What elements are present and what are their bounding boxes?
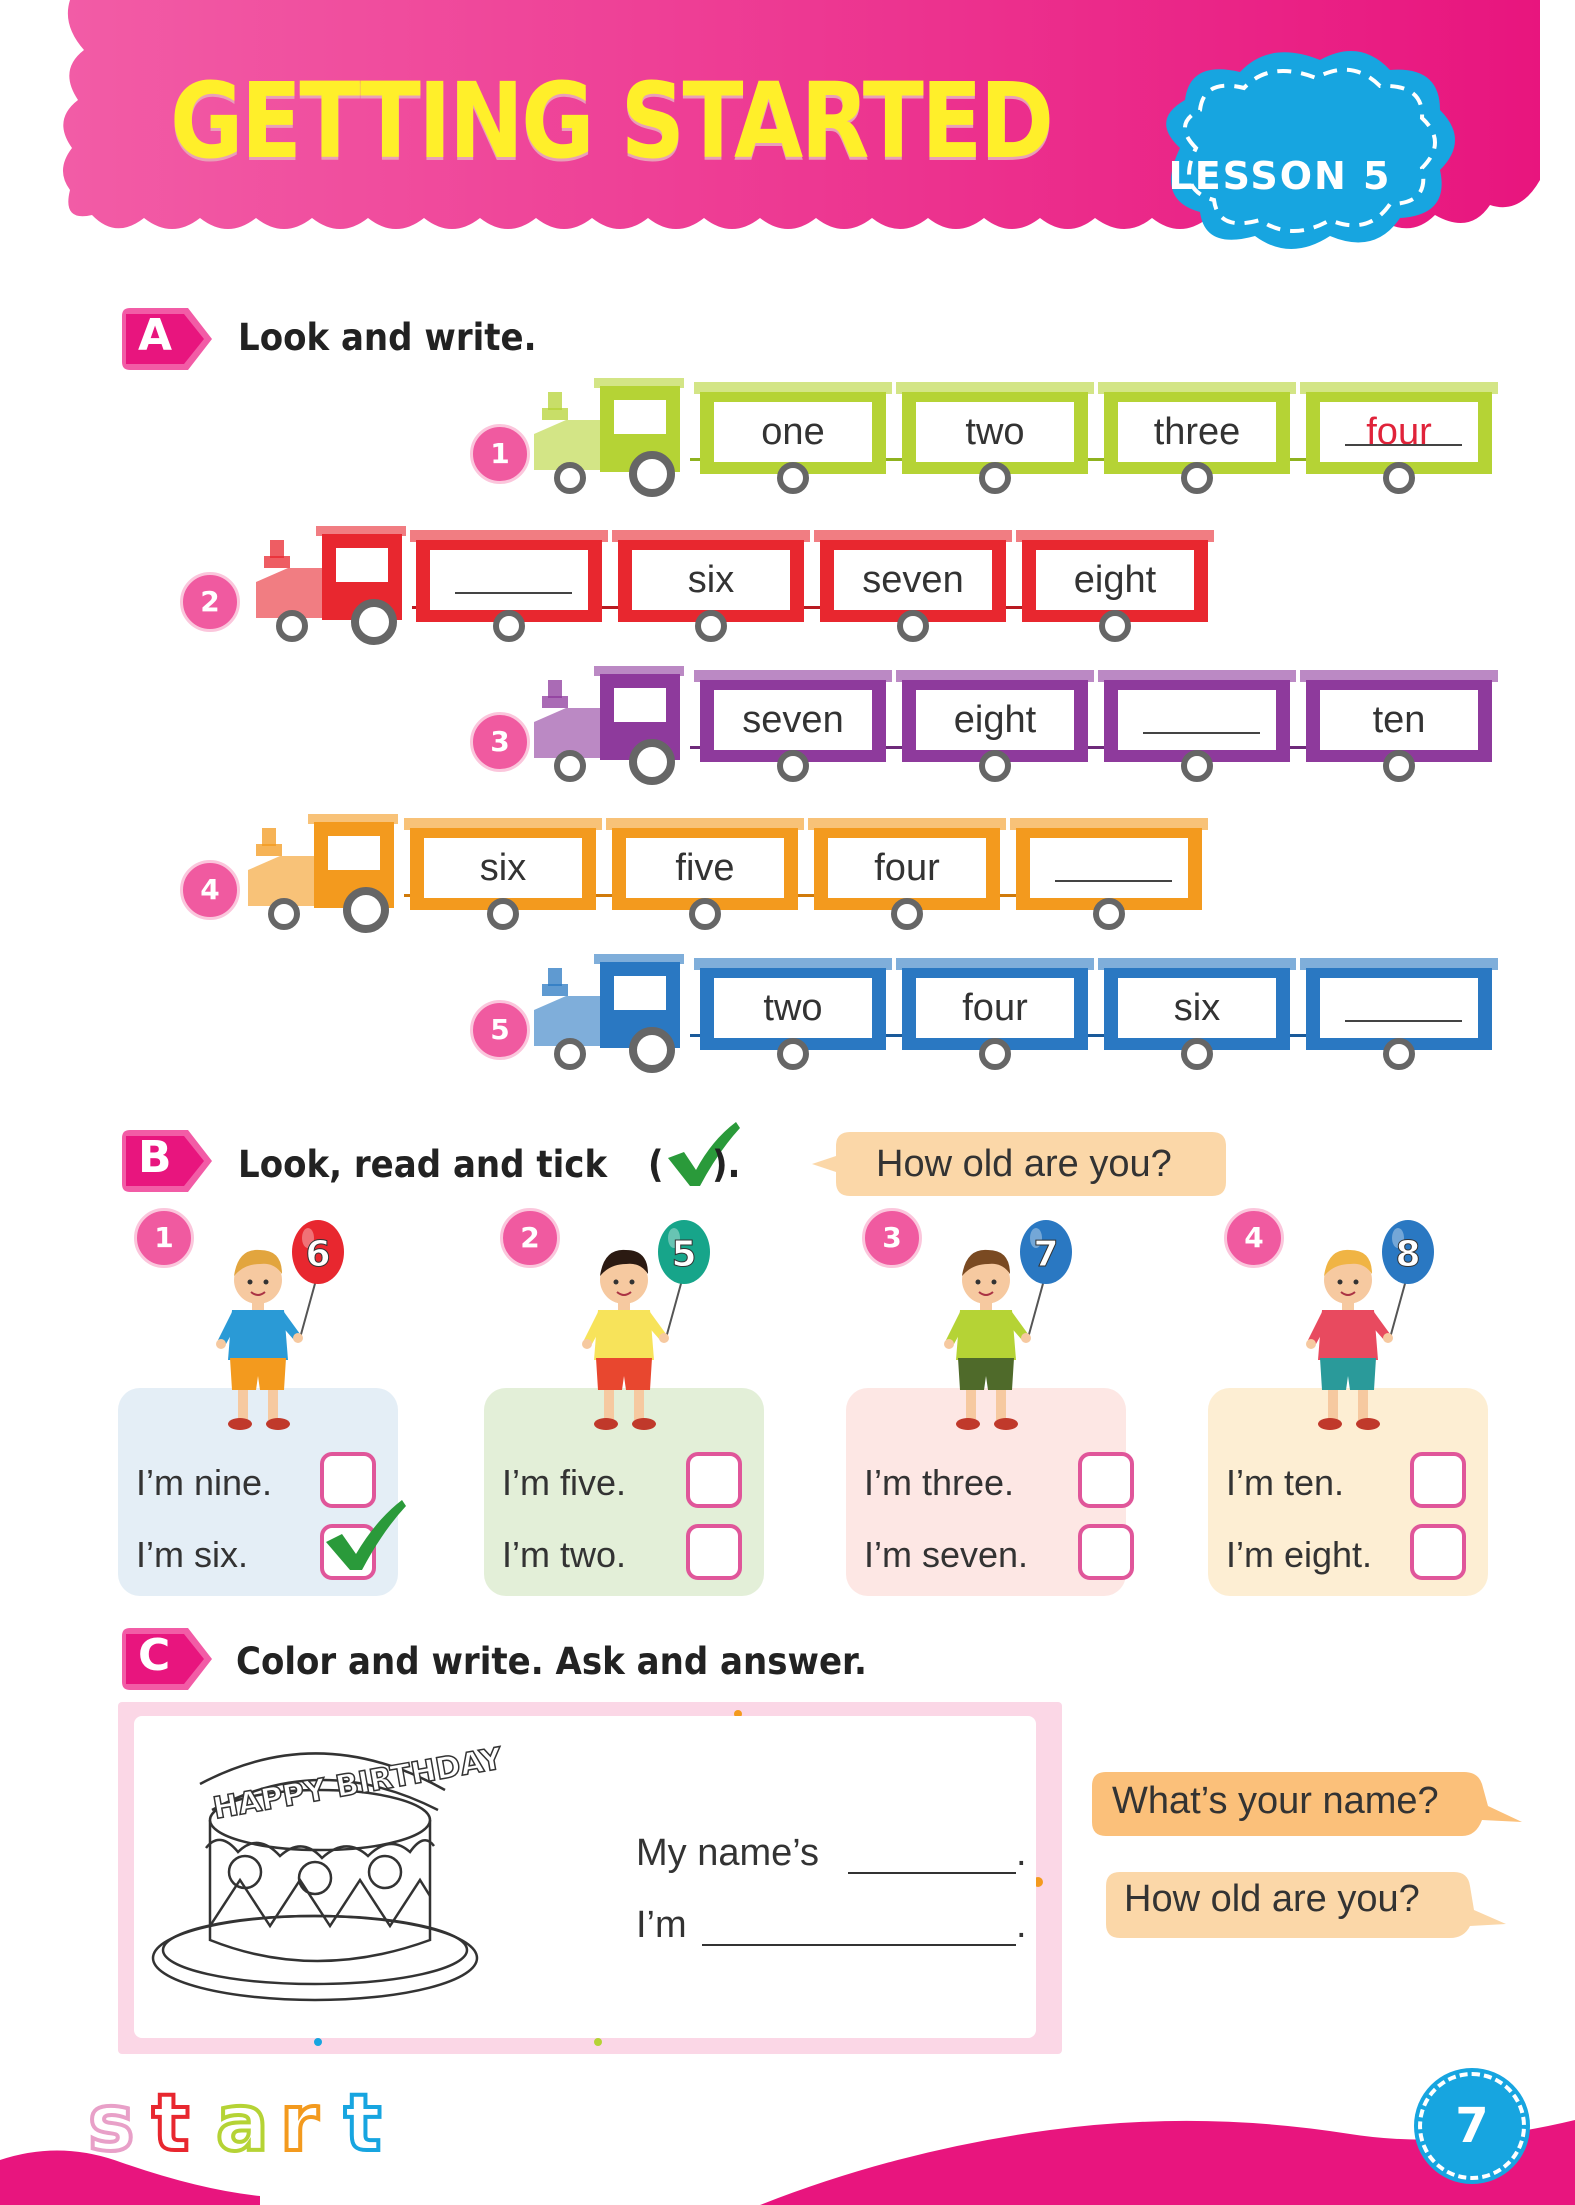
car-wheel — [979, 1038, 1011, 1070]
car-label-text: two — [763, 987, 823, 1029]
car-wheel — [1181, 462, 1213, 494]
car-number-word — [714, 978, 872, 1038]
age-option-text: I’m seven. — [864, 1534, 1029, 1575]
car-label-text: six — [479, 847, 527, 889]
car-label-text: seven — [862, 559, 964, 601]
train-number: 4 — [180, 860, 240, 920]
age-end-mark: . — [1016, 1904, 1027, 1946]
car-label-text: one — [761, 411, 825, 453]
child-with-balloon-illustration — [916, 1210, 1096, 1440]
car-number-word — [424, 838, 582, 898]
car-label-text: four — [962, 987, 1028, 1029]
car-label-text: three — [1153, 411, 1241, 453]
car-number-word — [714, 402, 872, 462]
tick-checkbox[interactable] — [1410, 1524, 1466, 1580]
car-wheel — [897, 610, 929, 642]
car-coupling — [690, 458, 700, 461]
car-wheel — [777, 462, 809, 494]
car-number-word — [916, 978, 1074, 1038]
child-with-balloon-illustration — [554, 1210, 734, 1440]
car-number-word — [1320, 402, 1478, 462]
item-number: 4 — [1224, 1208, 1284, 1268]
car-number-word — [916, 402, 1074, 462]
car-wheel — [777, 750, 809, 782]
car-number-word — [1036, 550, 1194, 610]
blank-answer-field[interactable] — [430, 550, 588, 610]
car-wheel — [1383, 1038, 1415, 1070]
start-letter: t — [152, 2080, 190, 2169]
train-number: 3 — [470, 712, 530, 772]
car-label-text: five — [675, 847, 735, 889]
train-engine — [244, 806, 414, 936]
name-answer-line[interactable] — [848, 1872, 1016, 1874]
age-prompt: I’m — [636, 1904, 687, 1946]
blank-answer-field[interactable] — [1030, 838, 1188, 898]
car-coupling — [886, 458, 902, 461]
lesson-label: LESSON 5 — [1168, 154, 1392, 198]
blank-answer-field[interactable] — [1118, 690, 1276, 750]
tick-checkbox[interactable] — [1410, 1452, 1466, 1508]
car-coupling — [690, 746, 700, 749]
car-label-text: eight — [953, 699, 1037, 741]
car-coupling — [412, 606, 416, 609]
age-option-text: I’m two. — [502, 1534, 627, 1575]
car-number-word — [714, 690, 872, 750]
tick-checkbox[interactable] — [686, 1524, 742, 1580]
cake-banner-text: HAPPY BIRTHDAY — [210, 1741, 505, 1827]
section-b-instruction: Look, read and tick — [238, 1143, 608, 1186]
car-coupling — [602, 606, 618, 609]
car-wheel — [777, 1038, 809, 1070]
age-option-text: I’m five. — [502, 1462, 627, 1503]
car-number-word — [1320, 690, 1478, 750]
car-label-text: two — [965, 411, 1025, 453]
age-option-text: I’m eight. — [1226, 1534, 1373, 1575]
car-label-text: six — [687, 559, 735, 601]
car-coupling — [1290, 458, 1306, 461]
name-prompt: My name’s — [636, 1832, 820, 1874]
item-number: 1 — [134, 1208, 194, 1268]
section-c-instruction: Color and write. Ask and answer. — [236, 1640, 867, 1683]
car-wheel — [487, 898, 519, 930]
car-coupling — [1290, 746, 1306, 749]
train-number: 5 — [470, 1000, 530, 1060]
car-coupling — [690, 1034, 700, 1037]
car-coupling — [1088, 746, 1104, 749]
tick-checkbox[interactable] — [1078, 1452, 1134, 1508]
child-with-balloon-illustration — [1278, 1210, 1458, 1440]
car-coupling — [1006, 606, 1022, 609]
start-letter: a — [216, 2080, 269, 2169]
start-word-logo — [84, 2080, 424, 2170]
car-wheel — [979, 462, 1011, 494]
tick-checkbox[interactable] — [686, 1452, 742, 1508]
section-a-instruction: Look and write. — [238, 316, 537, 359]
car-wheel — [1181, 750, 1213, 782]
balloon-number: 6 — [305, 1234, 331, 1275]
train-engine — [252, 518, 422, 648]
question-text: How old are you? — [876, 1143, 1172, 1185]
train-number: 2 — [180, 572, 240, 632]
car-number-word — [632, 550, 790, 610]
car-wheel — [689, 898, 721, 930]
example-answer-text: four — [1366, 411, 1432, 453]
section-b-letter: B — [138, 1132, 172, 1183]
tick-checkbox[interactable] — [1078, 1524, 1134, 1580]
car-coupling — [404, 894, 410, 897]
car-label-text: four — [874, 847, 940, 889]
car-number-word — [916, 690, 1074, 750]
car-label-text: ten — [1372, 699, 1426, 741]
item-number: 2 — [500, 1208, 560, 1268]
start-letter: r — [280, 2080, 319, 2169]
child-with-balloon-illustration — [188, 1210, 368, 1440]
age-answer-line[interactable] — [702, 1944, 1016, 1946]
car-wheel — [1383, 462, 1415, 494]
section-c-letter: C — [138, 1630, 171, 1681]
car-number-word — [834, 550, 992, 610]
train-number: 1 — [470, 424, 530, 484]
balloon-number: 5 — [671, 1234, 697, 1275]
car-coupling — [1290, 1034, 1306, 1037]
balloon-number: 8 — [1395, 1234, 1421, 1275]
car-coupling — [1088, 458, 1104, 461]
age-option-text: I’m six. — [136, 1534, 248, 1575]
blank-answer-field[interactable] — [1320, 978, 1478, 1038]
car-label-text: seven — [742, 699, 844, 741]
car-wheel — [493, 610, 525, 642]
age-option-text: I’m three. — [864, 1462, 1015, 1503]
train-engine — [530, 658, 700, 788]
car-wheel — [891, 898, 923, 930]
car-coupling — [596, 894, 612, 897]
car-coupling — [886, 1034, 902, 1037]
car-wheel — [695, 610, 727, 642]
train-engine — [530, 370, 700, 500]
page-title: GETTING STARTED — [170, 60, 1052, 182]
section-b-instruction-open: ( — [648, 1143, 664, 1186]
tick-mark-icon — [318, 1496, 408, 1576]
name-question-text: What’s your name? — [1112, 1780, 1439, 1822]
birthday-cake-drawing — [140, 1720, 640, 2040]
train-engine — [530, 946, 700, 1076]
page-number: 7 — [1418, 2072, 1526, 2180]
section-a-letter: A — [138, 310, 173, 361]
start-letter: s — [88, 2080, 135, 2169]
car-wheel — [1181, 1038, 1213, 1070]
car-number-word — [1118, 402, 1276, 462]
car-coupling — [804, 606, 820, 609]
start-letter: t — [344, 2080, 382, 2169]
age-option-text: I’m nine. — [136, 1462, 273, 1503]
car-wheel — [1383, 750, 1415, 782]
age-option-text: I’m ten. — [1226, 1462, 1345, 1503]
item-number: 3 — [862, 1208, 922, 1268]
car-coupling — [1088, 1034, 1104, 1037]
car-number-word — [828, 838, 986, 898]
name-end-mark: . — [1016, 1832, 1027, 1874]
age-question-text: How old are you? — [1124, 1878, 1420, 1920]
car-label-text: six — [1173, 987, 1221, 1029]
balloon-number: 7 — [1033, 1234, 1059, 1275]
car-wheel — [1099, 610, 1131, 642]
car-coupling — [1000, 894, 1016, 897]
car-coupling — [798, 894, 814, 897]
car-wheel — [979, 750, 1011, 782]
section-b-instruction-close: ). — [712, 1143, 741, 1186]
car-wheel — [1093, 898, 1125, 930]
car-number-word — [1118, 978, 1276, 1038]
car-coupling — [886, 746, 902, 749]
car-number-word — [626, 838, 784, 898]
car-label-text: eight — [1073, 559, 1157, 601]
